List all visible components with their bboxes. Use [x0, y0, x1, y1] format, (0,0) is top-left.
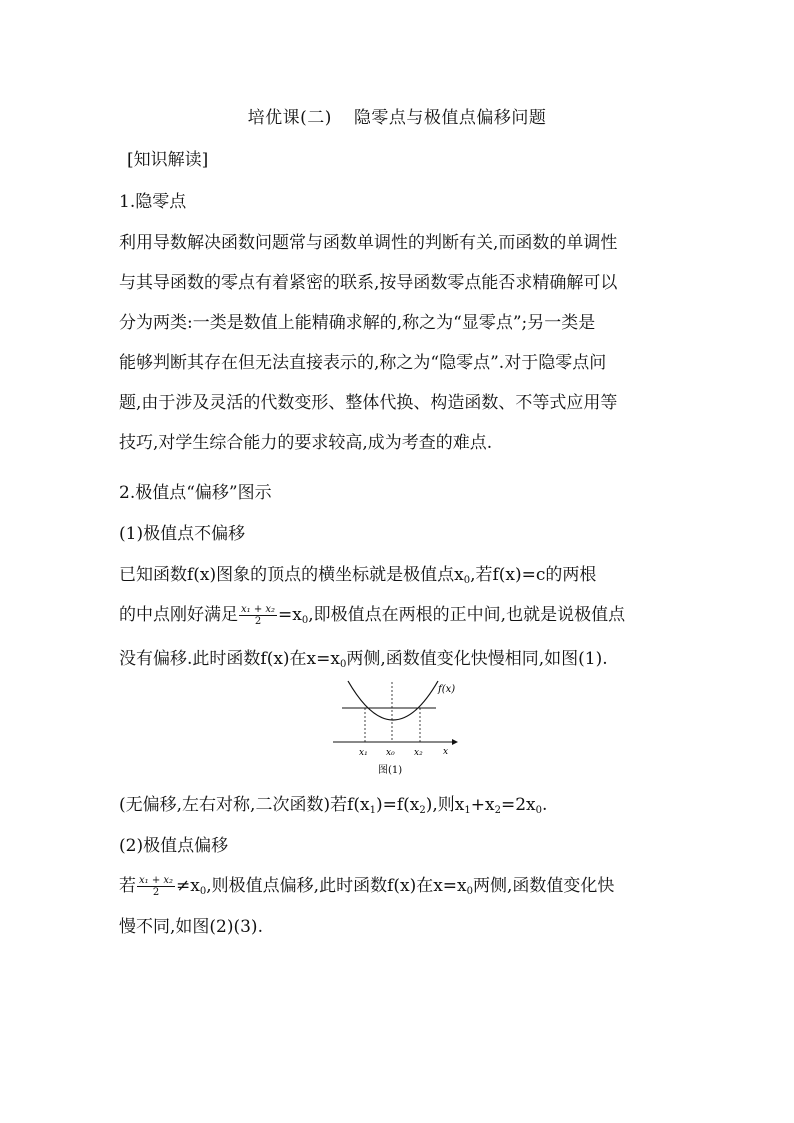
figure-caption: 图(1): [378, 765, 403, 776]
fraction-midpoint-2: $\frac{\text{x₁ + x₂}}{2}$: [139, 875, 174, 898]
paragraph-line: 技巧,对学生综合能力的要求较高,成为考查的难点.: [119, 433, 493, 453]
axis-label: x: [443, 747, 449, 757]
heading-extremum-shift: 2.极值点“偏移”图示: [119, 483, 272, 503]
subheading-no-shift: (1)极值点不偏移: [119, 524, 246, 544]
parabola-diagram: [330, 677, 460, 781]
subheading-shift: (2)极值点偏移: [119, 836, 229, 856]
parabola-curve: [348, 681, 438, 720]
paragraph-line: (无偏移,左右对称,二次函数)若$f(x_1)=f(x_2)$,则$x_1+x_2=2x_0$.: [119, 795, 548, 816]
paragraph-line: 没有偏移.此时函数f(x)在$x=x_0$两侧,函数值变化快慢相同,如图(1).: [119, 649, 608, 670]
section-header: [知识解读]: [127, 150, 209, 170]
paragraph-line: 若 $\frac{\text{x₁ + x₂}}{2}$ $\ne x_0$,则极值点偏移,此时函数f(x)在$x=x_0$两侧,函数值变化快: [119, 875, 615, 898]
title-right: 隐零点与极值点偏移问题: [353, 108, 547, 128]
func-label: f(x): [438, 684, 456, 695]
page-title: [0, 103, 794, 128]
x2-label: x₂: [414, 748, 423, 758]
paragraph-line: 与其导函数的零点有着紧密的联系,按导函数零点能否求精确解可以: [119, 273, 618, 293]
paragraph-line: 分为两类:一类是数值上能精确求解的,称之为“显零点”;另一类是: [119, 313, 596, 333]
x1-label: x₁: [359, 748, 368, 758]
paragraph-line: 题,由于涉及灵活的代数变形、整体代换、构造函数、不等式应用等: [119, 393, 618, 413]
paragraph-line: 能够判断其存在但无法直接表示的,称之为“隐零点”.对于隐零点问: [119, 353, 607, 373]
paragraph-line: 慢不同,如图(2)(3).: [119, 917, 263, 937]
fraction-midpoint: $\frac{\text{x₁ + x₂}}{2}$: [241, 604, 276, 627]
heading-hidden-zero: 1.隐零点: [119, 192, 187, 212]
title-left: 培优课(二): [247, 108, 332, 128]
paragraph-line: 已知函数f(x)图象的顶点的横坐标就是极值点$x_0$,若f(x)=c的两根: [119, 565, 597, 586]
figure-1-parabola: [330, 677, 460, 781]
paragraph-line: 的中点刚好满足 $\frac{\text{x₁ + x₂}}{2}$ $=x_0$,即极值点在两根的正中间,也就是说极值点: [119, 604, 626, 627]
x0-label: x₀: [386, 748, 395, 758]
x-axis-arrow: [452, 739, 458, 745]
paragraph-line: 利用导数解决函数问题常与函数单调性的判断有关,而函数的单调性: [119, 233, 618, 253]
